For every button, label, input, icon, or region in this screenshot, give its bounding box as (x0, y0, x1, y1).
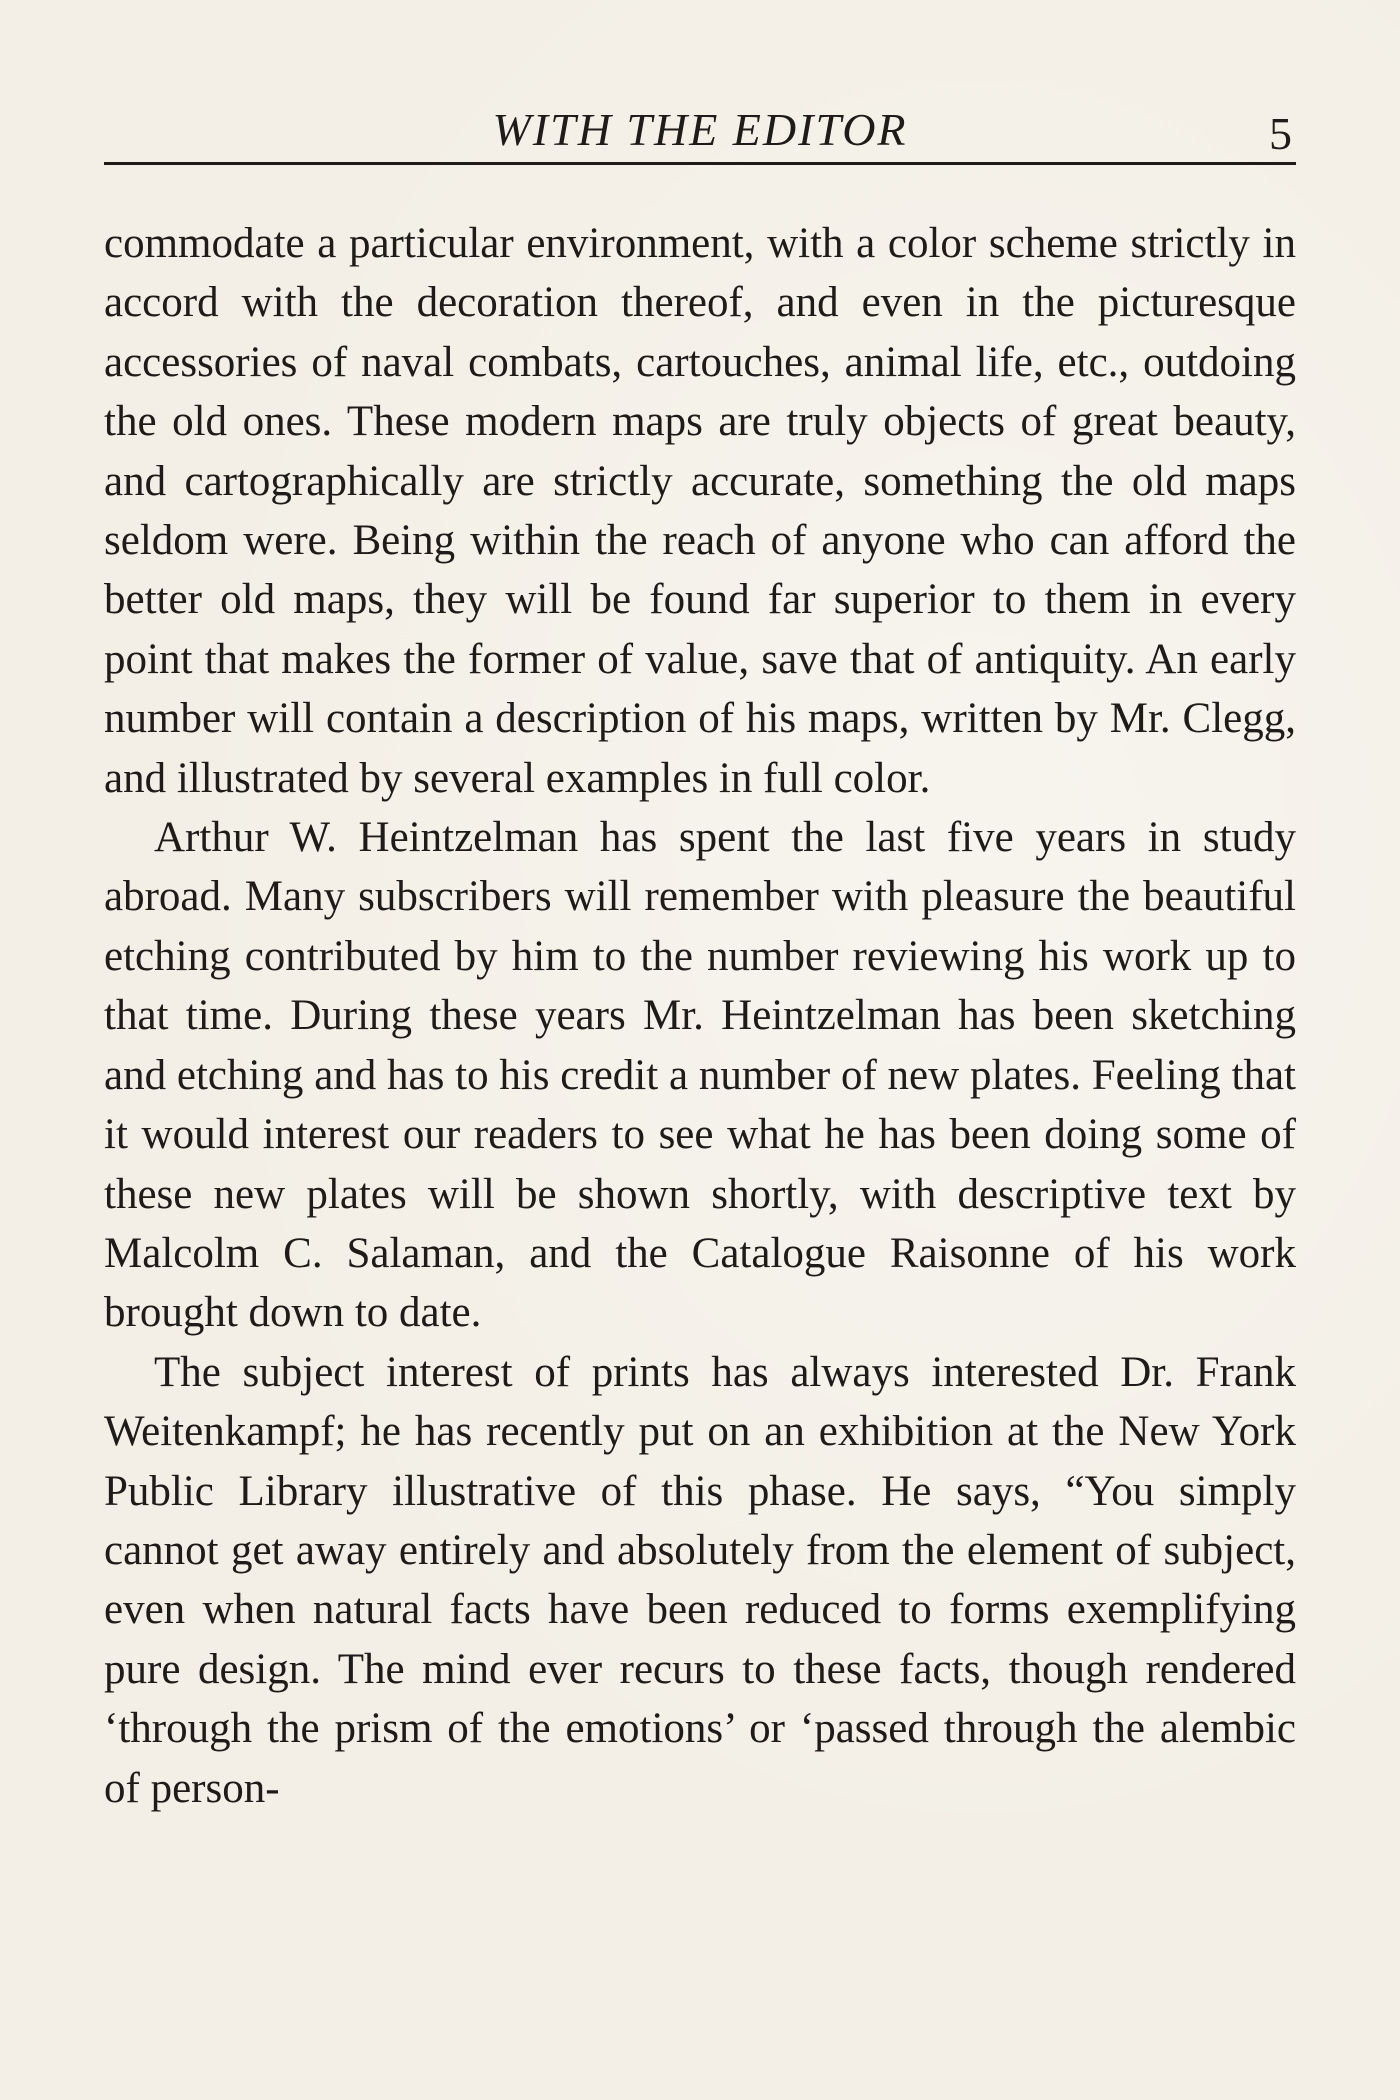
paragraph-continued: commodate a particular environment, with a color scheme strictly in accord with the decoration thereof, and even in the picturesque accessories of naval combats, cartouches, animal life, etc., outdoing the old ones. These modern maps are truly objects of great beauty, and cartographically are strictly accurate, something the old maps seldom were. Being within the reach of anyone who can afford the better old maps, they will be found far superior to them in every point that makes the former of value, save that of antiquity. An early number will contain a description of his maps, written by Mr. Clegg, and illustrated by several examples in full color. (104, 220, 1296, 802)
body-text (104, 214, 1296, 1818)
page-number: 5 (1269, 108, 1292, 159)
paragraph-heintzelman: Arthur W. Heintzelman has spent the last five years in study abroad. Many subscribers will remember with pleasure the beautiful etching contributed by him to the number reviewing his work up to that time. During these years Mr. Heintzelman has been sketching and etching and has to his credit a number of new plates. Feeling that it would interest our readers to see what he has been doing some of these new plates will be shown shortly, with descriptive text by Malcolm C. Salaman, and the Catalogue Raisonne of his work brought down to date. (104, 814, 1296, 1337)
running-head (104, 100, 1296, 165)
running-title: WITH THE EDITOR (492, 104, 908, 155)
paragraph-weitenkampf: The subject interest of prints has always interested Dr. Frank Weitenkampf; he has recently put on an exhibition at the New York Public Library illustrative of this phase. He says, “You simply cannot get away entirely and absolutely from the element of subject, even when natural facts have been reduced to forms exemplifying pure design. The mind ever recurs to these facts, though rendered ‘through the prism of the emotions’ or ‘passed through the alembic of person- (104, 1348, 1296, 1812)
